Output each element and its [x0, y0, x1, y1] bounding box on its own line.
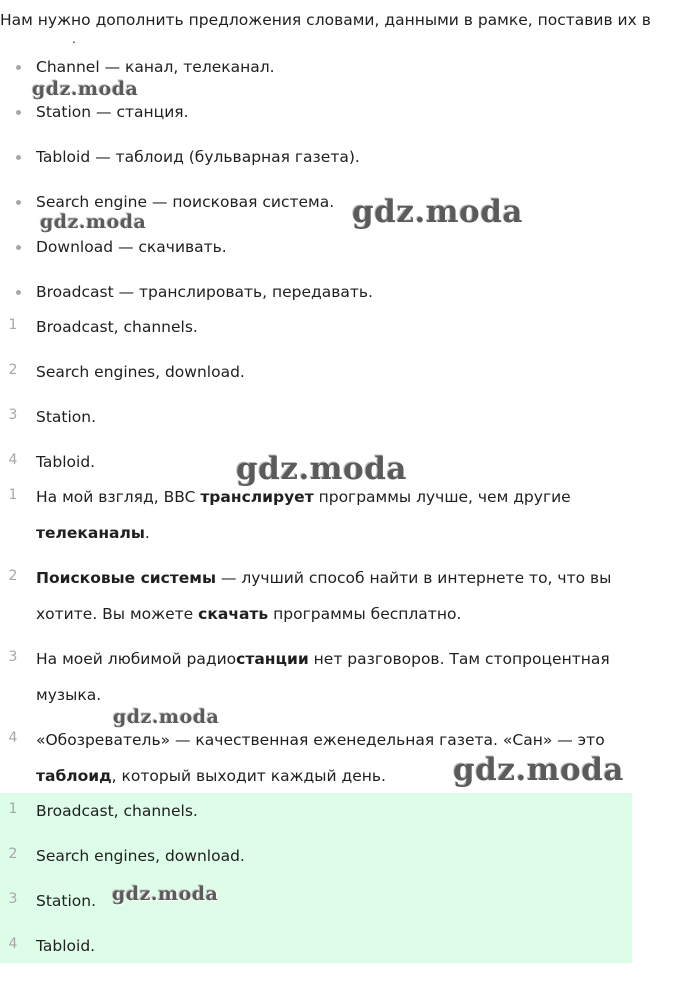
vocab-translation: — таблоид (бульварная газета). [90, 148, 360, 166]
item-number: 3 [8, 891, 18, 907]
vocab-translation: — поисковая система. [147, 193, 335, 211]
item-number: 4 [8, 730, 18, 746]
vocab-translation: — скачивать. [113, 238, 227, 256]
watermark-logo: gdz.moda [352, 194, 523, 230]
vocab-translation: — станция. [91, 103, 189, 121]
item-number: 2 [8, 846, 18, 862]
highlight-word: транслирует [200, 488, 314, 506]
highlight-word: станции [236, 650, 309, 668]
bullet-icon [16, 110, 21, 115]
answer-text: Tabloid. [36, 453, 96, 471]
highlight-word: таблоид [36, 767, 112, 785]
translation-text: На моей любимой радиостанции нет разговоров. Там стопроцентная музыка. [36, 650, 610, 704]
answer-text: Station. [36, 892, 97, 910]
vocab-translation: — транслировать, передавать. [113, 283, 373, 301]
translation-text: Поисковые системы — лучший способ найти в интернете то, что вы хотите. Вы можете скачать программы бесплатно. [36, 569, 612, 623]
vocab-word: Channel [36, 58, 100, 76]
answer-text: Search engines, download. [36, 847, 245, 865]
translation-text: На мой взгляд, BBC транслирует программы лучше, чем другие телеканалы. [36, 488, 571, 542]
bullet-icon [16, 155, 21, 160]
item-number: 3 [8, 649, 18, 665]
item-number: 4 [8, 936, 18, 952]
watermark-logo: gdz.moda [40, 211, 147, 233]
watermark-logo: gdz.moda [113, 706, 220, 728]
item-number: 1 [8, 317, 18, 333]
bullet-icon [16, 245, 21, 250]
watermark-logo: gdz.moda [112, 883, 219, 905]
item-number: 2 [8, 362, 18, 378]
watermark-logo: gdz.moda [32, 78, 139, 100]
answer-text: Search engines, download. [36, 363, 245, 381]
bullet-icon [16, 200, 21, 205]
highlight-word: Поисковые системы [36, 569, 216, 587]
answer-text: Station. [36, 408, 97, 426]
answer-text: Broadcast, channels. [36, 802, 198, 820]
vocab-word: Station [36, 103, 92, 121]
intro-text: Нам нужно дополнить предложения словами, данными в рамке, поставив их в [0, 11, 651, 29]
item-number: 1 [8, 801, 18, 817]
highlight-word: скачать [198, 605, 269, 623]
vocab-word: Download [36, 238, 114, 256]
intro-dot: . [72, 32, 76, 46]
answer-text: Tabloid. [36, 937, 96, 955]
bullet-icon [16, 290, 21, 295]
item-number: 2 [8, 568, 18, 584]
watermark-logo: gdz.moda [236, 451, 407, 487]
vocab-translation: — канал, телеканал. [99, 58, 275, 76]
highlight-word: телеканалы [36, 524, 145, 542]
item-number: 3 [8, 407, 18, 423]
bullet-icon [16, 65, 21, 70]
vocab-word: Search engine [36, 193, 148, 211]
vocab-word: Broadcast [36, 283, 114, 301]
answer-text: Broadcast, channels. [36, 318, 198, 336]
item-number: 4 [8, 452, 18, 468]
translation-text: «Обозреватель» — качественная еженедельная газета. «Сан» — это таблоид, который выходит каждый день. [36, 731, 605, 785]
item-number: 1 [8, 487, 18, 503]
vocab-word: Tabloid [36, 148, 91, 166]
watermark-logo: gdz.moda [453, 752, 624, 788]
